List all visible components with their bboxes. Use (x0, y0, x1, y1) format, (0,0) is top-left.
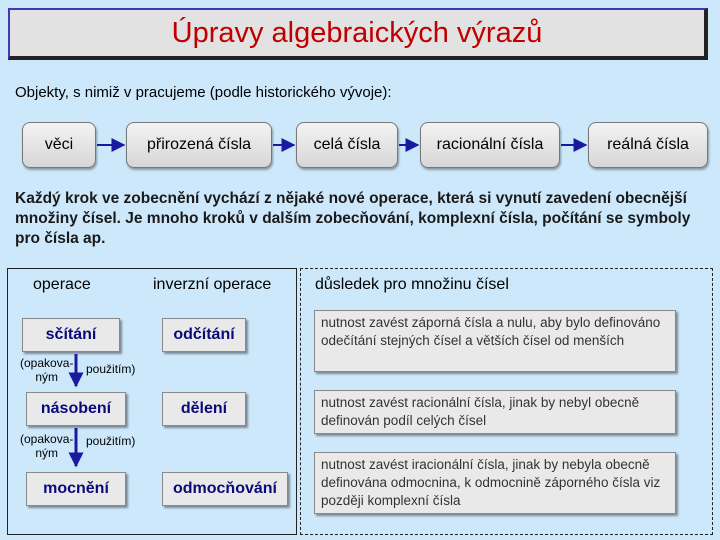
operation-multiplication: násobení (26, 392, 126, 426)
repetition-note-left-2: (opakova- ným (20, 432, 74, 460)
page-title: Úpravy algebraických výrazů (171, 16, 543, 49)
chain-node-reals: reálná čísla (588, 122, 708, 168)
chain-node-natural: přirozená čísla (126, 122, 272, 168)
consequence-irrationals: nutnost zavést iracionální čísla, jinak by nebyla obecně definována odmocnina, k odmocnině záporného čísla viz později komplexní čísla (314, 452, 676, 514)
inverse-subtraction: odčítání (162, 318, 246, 352)
chain-node-integers: celá čísla (296, 122, 398, 168)
chain-node-rationals: racionální čísla (420, 122, 560, 168)
column-header-operation: operace (33, 276, 91, 293)
explanation-paragraph: Každý krok ve zobecnění vychází z nějaké nové operace, která si vynutí zavedení obecnější množiny čísel. Je mnoho kroků v dalším zobecňování, komplexní čísla, počítání se symboly pro čísla ap. (15, 190, 691, 247)
repetition-note-right-1: použitím) (86, 362, 136, 376)
consequence-rationals: nutnost zavést racionální čísla, jinak by nebyl obecně definován podíl celých čísel (314, 390, 676, 434)
column-header-consequence: důsledek pro množinu čísel (315, 276, 509, 293)
column-header-inverse: inverzní operace (153, 276, 272, 293)
inverse-root: odmocňování (162, 472, 288, 506)
operation-exponentiation: mocnění (26, 472, 126, 506)
intro-text: Objekty, s nimiž v pracujeme (podle historického vývoje): (15, 84, 392, 101)
repetition-note-left-1: (opakova- ným (20, 356, 74, 384)
operation-addition: sčítání (22, 318, 120, 352)
repetition-note-right-2: použitím) (86, 434, 136, 448)
inverse-division: dělení (162, 392, 246, 426)
consequence-negatives: nutnost zavést záporná čísla a nulu, aby bylo definováno odečítání stejných čísel a větších čísel od menších (314, 310, 676, 372)
chain-node-things: věci (22, 122, 96, 168)
